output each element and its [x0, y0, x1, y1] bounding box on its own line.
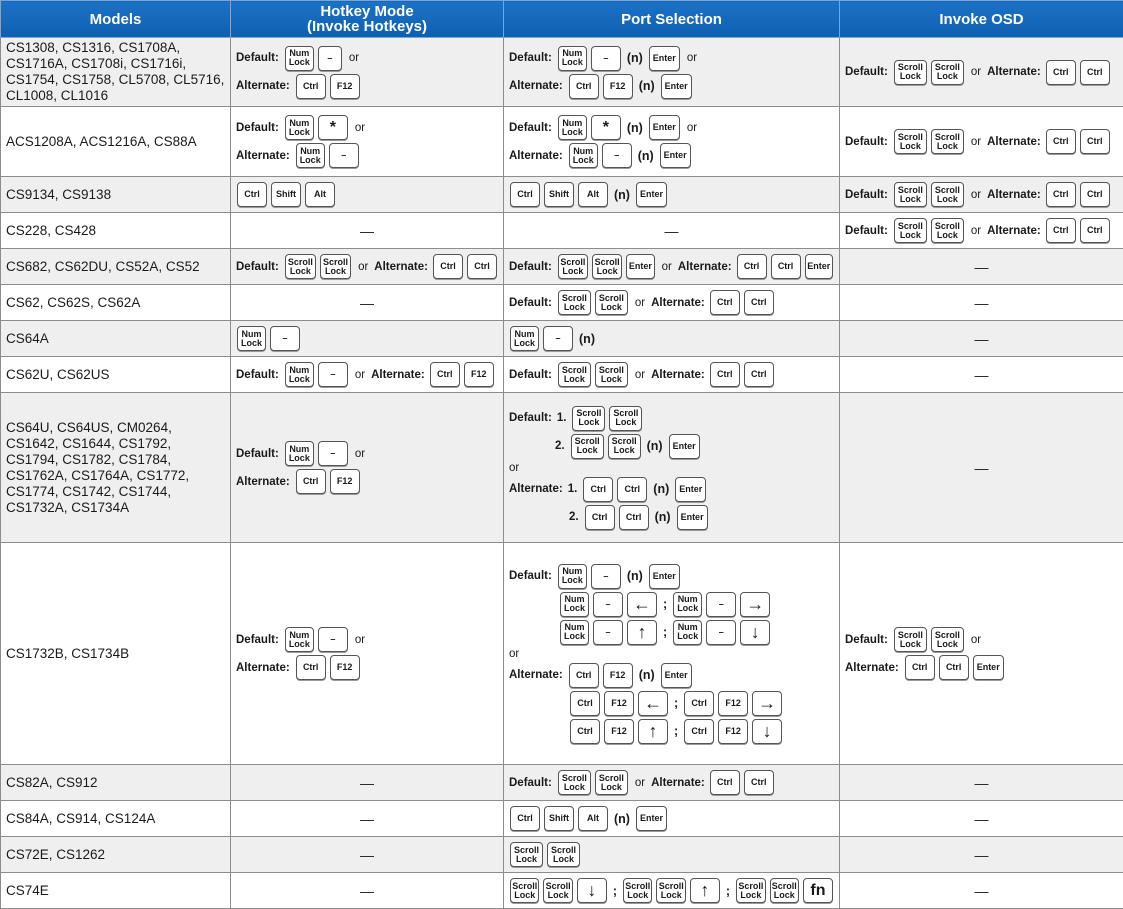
alternate-label: Alternate:	[987, 66, 1041, 78]
or-text: or	[970, 224, 982, 237]
minus-key: –	[706, 592, 736, 617]
ctrl-key: Ctrl	[771, 254, 801, 279]
separator: ;	[674, 696, 679, 710]
empty-cell: —	[840, 801, 1123, 837]
ctrl-key: Ctrl	[569, 663, 599, 688]
enter-key: Enter	[636, 806, 667, 831]
shift-key: Shift	[544, 806, 574, 831]
ctrl-key: Ctrl	[1080, 129, 1110, 154]
enter-key: Enter	[649, 115, 680, 140]
port-cell	[504, 765, 840, 801]
f12-key: F12	[604, 719, 634, 744]
alternate-label: Alternate:	[509, 483, 563, 495]
osd-cell	[840, 107, 1123, 177]
num-lock-key: Num Lock	[558, 46, 587, 71]
down-arrow-icon: ↓	[740, 620, 770, 645]
scroll-lock-key: Scroll Lock	[894, 627, 927, 652]
or-text: or	[358, 260, 369, 273]
default-label: Default:	[509, 412, 552, 424]
table-row	[1, 213, 1123, 249]
alternate-label: Alternate:	[374, 260, 428, 273]
down-arrow-icon: ↓	[752, 719, 782, 744]
alternate-label: Alternate:	[371, 368, 425, 381]
ctrl-key: Ctrl	[1080, 60, 1110, 85]
minus-key: –	[706, 620, 736, 645]
ctrl-key: Ctrl	[905, 655, 935, 680]
ctrl-key: Ctrl	[570, 691, 600, 716]
scroll-lock-key: Scroll Lock	[285, 254, 316, 279]
f12-key: F12	[603, 74, 633, 99]
default-label: Default:	[509, 776, 552, 789]
ctrl-key: Ctrl	[710, 290, 740, 315]
enter-key: Enter	[649, 46, 680, 71]
empty-cell: —	[231, 837, 504, 873]
alternate-label: Alternate:	[236, 661, 290, 674]
scroll-lock-key: Scroll Lock	[931, 60, 964, 85]
empty-cell: —	[840, 357, 1123, 393]
minus-key: –	[591, 46, 621, 71]
osd-cell	[840, 543, 1123, 765]
default-label: Default:	[509, 52, 552, 64]
default-label: Default:	[236, 633, 279, 646]
scroll-lock-key: Scroll Lock	[558, 770, 591, 795]
scroll-lock-key: Scroll Lock	[558, 362, 591, 387]
scroll-lock-key: Scroll Lock	[320, 254, 351, 279]
ctrl-key: Ctrl	[744, 362, 774, 387]
alternate-label: Alternate:	[236, 80, 290, 92]
ctrl-key: Ctrl	[433, 254, 463, 279]
f12-key: F12	[603, 663, 633, 688]
default-label: Default:	[845, 633, 888, 646]
ctrl-key: Ctrl	[467, 254, 497, 279]
up-arrow-icon: ↑	[638, 719, 668, 744]
minus-key: –	[591, 564, 621, 589]
scroll-lock-key: Scroll Lock	[558, 254, 588, 279]
scroll-lock-key: Scroll Lock	[547, 842, 580, 867]
model-cell: CS682, CS62DU, CS52A, CS52	[1, 249, 231, 285]
ctrl-key: Ctrl	[737, 254, 767, 279]
scroll-lock-key: Scroll Lock	[543, 878, 572, 903]
scroll-lock-key: Scroll Lock	[595, 362, 628, 387]
scroll-lock-key: Scroll Lock	[510, 878, 539, 903]
or-text: or	[354, 121, 366, 134]
or-text: or	[686, 121, 698, 134]
default-label: Default:	[509, 260, 552, 273]
scroll-lock-key: Scroll Lock	[595, 770, 628, 795]
model-cell: CS64U, CS64US, CM0264, CS1642, CS1644, CS1792, CS1794, CS1782, CS1784, CS1762A, CS1764A, CS1772, CS1774, CS1742, CS1744, CS1732A, CS1734A	[1, 393, 231, 543]
default-label: Default:	[236, 52, 279, 64]
or-text: or	[354, 447, 366, 460]
model-cell: CS82A, CS912	[1, 765, 231, 801]
shift-key: Shift	[544, 182, 574, 207]
num-lock-key: Num Lock	[569, 143, 598, 168]
separator: ;	[725, 883, 731, 898]
minus-key: –	[593, 620, 623, 645]
step-1: 1.	[556, 412, 567, 424]
default-label: Default:	[236, 121, 279, 134]
num-lock-key: Num Lock	[296, 143, 325, 168]
hotkey-cell	[231, 249, 504, 285]
scroll-lock-key: Scroll Lock	[770, 878, 799, 903]
port-cell	[504, 177, 840, 213]
alternate-label: Alternate:	[677, 260, 732, 273]
or-text: or	[970, 633, 982, 646]
n-text: (n)	[654, 510, 671, 524]
port-cell	[504, 873, 840, 909]
port-cell	[504, 801, 840, 837]
empty-cell: —	[231, 873, 504, 909]
num-lock-key: Num Lock	[560, 620, 589, 645]
separator: ;	[674, 724, 679, 738]
num-lock-key: Num Lock	[510, 326, 539, 351]
empty-cell: —	[840, 837, 1123, 873]
enter-key: Enter	[661, 663, 692, 688]
f12-key: F12	[330, 469, 360, 494]
hotkey-cell	[231, 321, 504, 357]
or-text: or	[354, 633, 366, 646]
or-text: or	[509, 461, 520, 474]
alternate-label: Alternate:	[987, 135, 1041, 148]
alternate-label: Alternate:	[236, 475, 290, 488]
ctrl-key: Ctrl	[296, 655, 326, 680]
alt-key: Alt	[305, 182, 335, 207]
ctrl-key: Ctrl	[1046, 182, 1076, 207]
port-cell	[504, 837, 840, 873]
table-row	[1, 873, 1123, 909]
n-text: (n)	[579, 331, 595, 346]
alternate-label: Alternate:	[509, 669, 563, 681]
port-cell	[504, 543, 840, 765]
header-hotkey-mode	[231, 1, 504, 38]
scroll-lock-key: Scroll Lock	[736, 878, 765, 903]
scroll-lock-key: Scroll Lock	[595, 290, 628, 315]
scroll-lock-key: Scroll Lock	[571, 434, 604, 459]
empty-cell: —	[840, 249, 1123, 285]
scroll-lock-key: Scroll Lock	[894, 60, 927, 85]
ctrl-key: Ctrl	[583, 477, 613, 502]
model-cell: CS62U, CS62US	[1, 357, 231, 393]
minus-key: –	[318, 46, 342, 71]
table-row	[1, 285, 1123, 321]
minus-key: –	[270, 326, 300, 351]
alternate-label: Alternate:	[987, 188, 1041, 201]
or-text: or	[634, 296, 646, 309]
table-row	[1, 249, 1123, 285]
scroll-lock-key: Scroll Lock	[623, 878, 652, 903]
enter-key: Enter	[677, 505, 708, 530]
enter-key: Enter	[626, 254, 654, 279]
default-label: Default:	[845, 188, 888, 201]
default-label: Default:	[236, 368, 279, 381]
model-cell: CS84A, CS914, CS124A	[1, 801, 231, 837]
ctrl-key: Ctrl	[1046, 129, 1076, 154]
default-label: Default:	[845, 224, 888, 237]
table-row	[1, 321, 1123, 357]
default-label: Default:	[509, 368, 552, 381]
header-hotkey-line2: (Invoke Hotkeys)	[306, 18, 428, 35]
model-cell: CS74E	[1, 873, 231, 909]
num-lock-key: Num Lock	[560, 592, 589, 617]
or-text: or	[509, 647, 520, 660]
default-label: Default:	[845, 66, 888, 78]
empty-cell: —	[840, 321, 1123, 357]
hotkey-cell	[231, 357, 504, 393]
num-lock-key: Num Lock	[285, 46, 314, 71]
separator: ;	[663, 597, 668, 611]
scroll-lock-key: Scroll Lock	[931, 627, 964, 652]
num-lock-key: Num Lock	[237, 326, 266, 351]
step-2: 2.	[555, 440, 565, 452]
ctrl-key: Ctrl	[684, 719, 714, 744]
f12-key: F12	[464, 362, 494, 387]
enter-key: Enter	[973, 655, 1004, 680]
ctrl-key: Ctrl	[296, 74, 326, 99]
alternate-label: Alternate:	[651, 776, 705, 789]
empty-cell: —	[840, 873, 1123, 909]
hotkey-cell	[231, 393, 504, 543]
alternate-label: Alternate:	[651, 296, 705, 309]
header-port-selection: Port Selection	[504, 1, 840, 38]
empty-cell: —	[504, 213, 840, 249]
right-arrow-icon: →	[740, 592, 770, 617]
scroll-lock-key: Scroll Lock	[894, 182, 927, 207]
enter-key: Enter	[649, 564, 680, 589]
f12-key: F12	[718, 719, 748, 744]
ctrl-key: Ctrl	[510, 806, 540, 831]
table-row	[1, 38, 1123, 107]
n-text: (n)	[626, 51, 643, 65]
f12-key: F12	[330, 655, 360, 680]
num-lock-key: Num Lock	[285, 362, 314, 387]
f12-key: F12	[330, 74, 360, 99]
n-text: (n)	[646, 439, 663, 453]
asterisk-key: *	[591, 115, 621, 140]
model-cell: CS9134, CS9138	[1, 177, 231, 213]
ctrl-key: Ctrl	[1046, 60, 1076, 85]
minus-key: –	[543, 326, 573, 351]
shift-key: Shift	[271, 182, 301, 207]
ctrl-key: Ctrl	[569, 74, 599, 99]
empty-cell: —	[840, 765, 1123, 801]
n-text: (n)	[614, 811, 630, 826]
minus-key: –	[318, 627, 348, 652]
num-lock-key: Num Lock	[558, 115, 587, 140]
port-cell	[504, 107, 840, 177]
hotkey-cell	[231, 177, 504, 213]
scroll-lock-key: Scroll Lock	[609, 406, 642, 431]
asterisk-key: *	[318, 115, 348, 140]
or-text: or	[348, 52, 360, 64]
alternate-label: Alternate:	[236, 149, 290, 162]
ctrl-key: Ctrl	[1046, 218, 1076, 243]
hotkey-cell	[231, 107, 504, 177]
alternate-label: Alternate:	[509, 80, 563, 92]
enter-key: Enter	[675, 477, 706, 502]
scroll-lock-key: Scroll Lock	[592, 254, 622, 279]
table-row	[1, 177, 1123, 213]
header-hotkey-line1: Hotkey Mode	[320, 3, 414, 20]
scroll-lock-key: Scroll Lock	[931, 218, 964, 243]
left-arrow-icon: ←	[627, 592, 657, 617]
ctrl-key: Ctrl	[684, 691, 714, 716]
model-cell: CS1308, CS1316, CS1708A, CS1716A, CS1708i, CS1716i, CS1754, CS1758, CL5708, CL5716, CL1008, CL1016	[1, 38, 231, 107]
alternate-label: Alternate:	[651, 368, 705, 381]
ctrl-key: Ctrl	[619, 505, 649, 530]
n-text: (n)	[653, 482, 670, 496]
empty-cell: —	[231, 285, 504, 321]
or-text: or	[970, 135, 982, 148]
step-1: 1.	[567, 483, 578, 495]
table-row	[1, 765, 1123, 801]
port-cell	[504, 321, 840, 357]
up-arrow-icon: ↑	[690, 878, 720, 903]
ctrl-key: Ctrl	[1080, 218, 1110, 243]
alternate-label: Alternate:	[845, 661, 899, 674]
right-arrow-icon: →	[752, 691, 782, 716]
header-invoke-osd: Invoke OSD	[840, 1, 1123, 38]
enter-key: Enter	[669, 434, 700, 459]
ctrl-key: Ctrl	[510, 182, 540, 207]
or-text: or	[634, 368, 646, 381]
table-row	[1, 543, 1123, 765]
hotkey-cell	[231, 543, 504, 765]
empty-cell: —	[840, 285, 1123, 321]
model-cell: ACS1208A, ACS1216A, CS88A	[1, 107, 231, 177]
alternate-label: Alternate:	[509, 149, 563, 162]
model-cell: CS64A	[1, 321, 231, 357]
scroll-lock-key: Scroll Lock	[656, 878, 685, 903]
osd-cell	[840, 213, 1123, 249]
table-row	[1, 801, 1123, 837]
n-text: (n)	[614, 187, 630, 202]
or-text: or	[661, 260, 672, 273]
separator: ;	[612, 883, 618, 898]
separator: ;	[663, 625, 668, 639]
osd-cell	[840, 38, 1123, 107]
empty-cell: —	[231, 213, 504, 249]
empty-cell: —	[231, 801, 504, 837]
port-cell	[504, 357, 840, 393]
ctrl-key: Ctrl	[710, 770, 740, 795]
header-row	[1, 1, 1123, 38]
num-lock-key: Num Lock	[673, 592, 702, 617]
table-row	[1, 837, 1123, 873]
minus-key: –	[318, 362, 348, 387]
osd-cell	[840, 177, 1123, 213]
enter-key: Enter	[660, 143, 691, 168]
model-cell: CS228, CS428	[1, 213, 231, 249]
step-2: 2.	[569, 511, 579, 523]
minus-key: –	[602, 143, 632, 168]
default-label: Default:	[509, 121, 552, 134]
num-lock-key: Num Lock	[285, 441, 314, 466]
or-text: or	[354, 368, 366, 381]
table-row	[1, 393, 1123, 543]
model-cell: CS72E, CS1262	[1, 837, 231, 873]
fn-key: fn	[803, 878, 833, 903]
port-cell	[504, 285, 840, 321]
default-label: Default:	[236, 447, 279, 460]
scroll-lock-key: Scroll Lock	[894, 129, 927, 154]
empty-cell: —	[840, 393, 1123, 543]
alt-key: Alt	[578, 182, 608, 207]
or-text: or	[970, 66, 982, 78]
minus-key: –	[593, 592, 623, 617]
hotkey-cell	[231, 38, 504, 107]
or-text: or	[970, 188, 982, 201]
f12-key: F12	[604, 691, 634, 716]
enter-key: Enter	[805, 254, 833, 279]
header-models: Models	[1, 1, 231, 38]
num-lock-key: Num Lock	[285, 115, 314, 140]
model-cell: CS62, CS62S, CS62A	[1, 285, 231, 321]
ctrl-key: Ctrl	[710, 362, 740, 387]
minus-key: –	[318, 441, 348, 466]
default-label: Default:	[509, 570, 552, 582]
ctrl-key: Ctrl	[744, 770, 774, 795]
enter-key: Enter	[661, 74, 692, 99]
left-arrow-icon: ←	[638, 691, 668, 716]
n-text: (n)	[626, 569, 643, 583]
num-lock-key: Num Lock	[558, 564, 587, 589]
ctrl-key: Ctrl	[939, 655, 969, 680]
n-text: (n)	[638, 79, 655, 93]
ctrl-key: Ctrl	[1080, 182, 1110, 207]
alt-key: Alt	[578, 806, 608, 831]
scroll-lock-key: Scroll Lock	[894, 218, 927, 243]
scroll-lock-key: Scroll Lock	[510, 842, 543, 867]
table-row	[1, 357, 1123, 393]
ctrl-key: Ctrl	[585, 505, 615, 530]
model-cell: CS1732B, CS1734B	[1, 543, 231, 765]
table-row	[1, 107, 1123, 177]
down-arrow-icon: ↓	[577, 878, 607, 903]
minus-key: –	[329, 143, 359, 168]
up-arrow-icon: ↑	[627, 620, 657, 645]
port-cell	[504, 249, 840, 285]
scroll-lock-key: Scroll Lock	[558, 290, 591, 315]
n-text: (n)	[637, 148, 654, 163]
n-text: (n)	[638, 668, 655, 682]
ctrl-key: Ctrl	[570, 719, 600, 744]
ctrl-key: Ctrl	[430, 362, 460, 387]
f12-key: F12	[718, 691, 748, 716]
num-lock-key: Num Lock	[673, 620, 702, 645]
enter-key: Enter	[636, 182, 667, 207]
port-cell	[504, 38, 840, 107]
scroll-lock-key: Scroll Lock	[608, 434, 641, 459]
or-text: or	[634, 776, 646, 789]
default-label: Default:	[236, 260, 279, 273]
empty-cell: —	[231, 765, 504, 801]
num-lock-key: Num Lock	[285, 627, 314, 652]
scroll-lock-key: Scroll Lock	[572, 406, 605, 431]
ctrl-key: Ctrl	[237, 182, 267, 207]
or-text: or	[686, 52, 698, 64]
ctrl-key: Ctrl	[744, 290, 774, 315]
alternate-label: Alternate:	[987, 224, 1041, 237]
ctrl-key: Ctrl	[296, 469, 326, 494]
ctrl-key: Ctrl	[617, 477, 647, 502]
port-cell	[504, 393, 840, 543]
default-label: Default:	[845, 135, 888, 148]
scroll-lock-key: Scroll Lock	[931, 182, 964, 207]
n-text: (n)	[626, 120, 643, 135]
scroll-lock-key: Scroll Lock	[931, 129, 964, 154]
default-label: Default:	[509, 296, 552, 309]
